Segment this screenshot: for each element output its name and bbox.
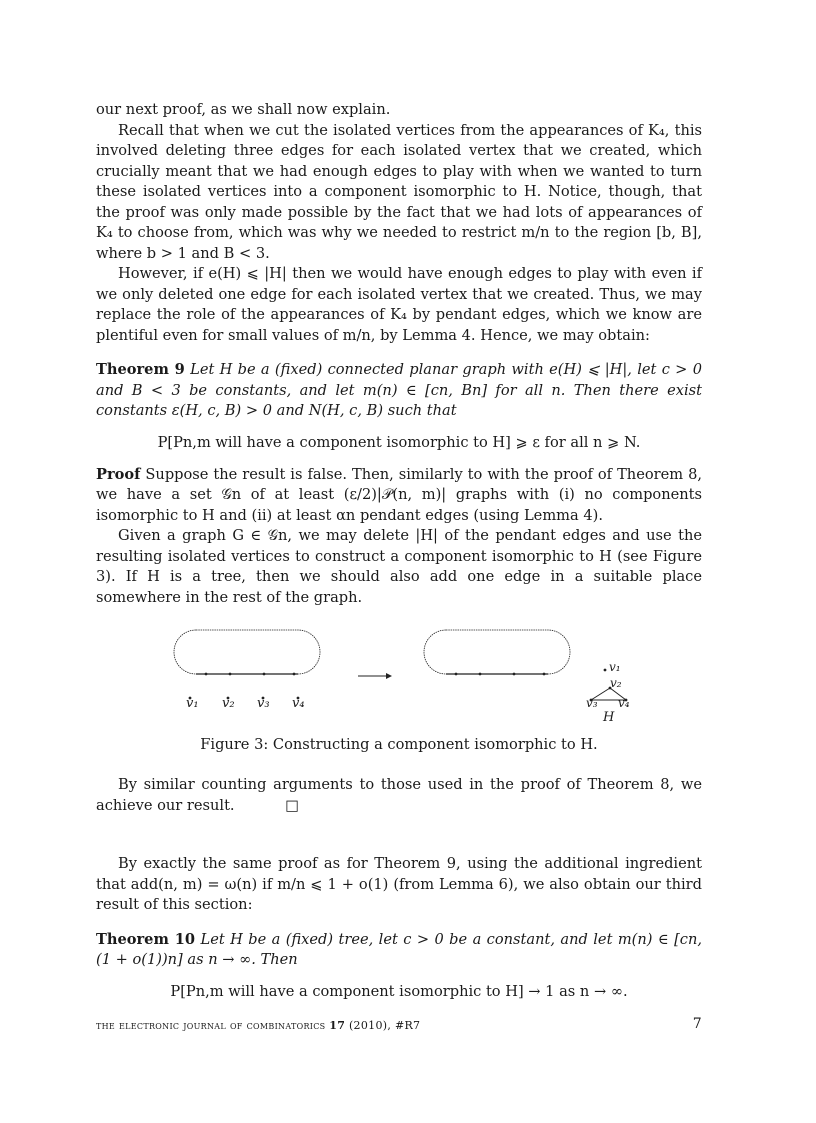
theorem-9 [96, 360, 702, 422]
figure-3 [96, 624, 702, 734]
qed-symbol: □ [285, 796, 300, 814]
journal-volume: 17 [329, 1019, 346, 1032]
paragraph: our next proof, as we shall now explain. [96, 101, 391, 118]
vertex [293, 673, 296, 676]
display-equation: P[Pn,m will have a component isomorphic to H] → 1 as n → ∞. [170, 982, 628, 1000]
paragraph-text: By similar counting arguments to those used in the proof of Theorem 8, we achieve our result. [96, 776, 702, 814]
paragraph: Given a graph G ∈ 𝒢n, we may delete |H| of the pendant edges and use the resulting isolated vertices to construct a component isomorphic to H (see Figure 3). If H is a tree, then we should also add one edge in a suitable place somewhere in the rest of the graph. [96, 527, 702, 606]
vertex [205, 673, 208, 676]
vertex [263, 673, 266, 676]
page-body [96, 100, 702, 1014]
vertex-label-left-1: v₁ [186, 696, 199, 711]
vertex [479, 673, 482, 676]
display-equation: P[Pn,m will have a component isomorphic to H] ⩾ ε for all n ⩾ N. [157, 433, 641, 451]
arrow-head [386, 673, 392, 679]
vertex-label-left-3: v₃ [257, 696, 270, 711]
vertex-label-left-2: v₂ [222, 696, 235, 711]
theorem-label: Theorem 10 [96, 930, 196, 948]
theorem-text: Let H be a (fixed) tree, let c > 0 be a constant, and let m(n) ∈ [cn, (1 + o(1))n] as n → ∞. Then [96, 930, 703, 968]
proof [96, 465, 702, 527]
theorem-text: Let H be a (fixed) connected planar graph with e(H) ⩽ |H|, let c > 0 and B < 3 be constants, and let m(n) ∈ [cn, Bn] for all n. Then there exist constants ε(H, c, B) > 0 and N(H, c, B) such that [96, 361, 703, 419]
proof-text: Suppose the result is false. Then, similarly to with the proof of Theorem 8, we have a set 𝒢n of at least (ε/2)|𝒫(n, m)| graphs with (i) no components isomorphic to H and (ii) at least αn pendant edges (using Lemma 4). [96, 465, 702, 524]
theorem-label: Theorem 9 [96, 361, 185, 378]
figure-caption: Figure 3: Constructing a component isomorphic to H. [200, 736, 598, 753]
graph-outline-right [424, 630, 570, 674]
journal-name: the electronic journal of combinatorics [96, 1018, 326, 1032]
page-number: 7 [692, 1016, 702, 1032]
graph-label-h: H [603, 710, 615, 725]
vertex-label-right-2: v₂ [610, 676, 622, 690]
page-footer [96, 1018, 702, 1032]
vertex-label-left-4: v₄ [292, 696, 305, 711]
vertex [455, 673, 458, 676]
paragraph: However, if e(H) ⩽ |H| then we would have enough edges to play with even if we only deleted one edge for each isolated vertex that we created. Thus, we may replace the role of the appearances of K₄ by pendant edges, which we know are plentiful even for small values of m/n, by Lemma 4. Hence, we may obtain: [96, 265, 702, 344]
h-vertex [604, 669, 607, 672]
paragraph: Recall that when we cut the isolated vertices from the appearances of K₄, this involved deleting three edges for each isolated vertex that we created, which crucially meant that we had enough edges to play with when we wanted to turn these isolated vertices into a component isomorphic to H. Notice, though, that the proof was only made possible by the fact that we had lots of appearances of K₄ to choose from, which was why we needed to restrict m/n to the region [b, B], where b > 1 and B < 3. [96, 121, 702, 262]
proof-label: Proof [96, 465, 141, 483]
vertex-label-right-3: v₃ [586, 696, 598, 710]
vertex [229, 673, 232, 676]
graph-outline-left [174, 630, 320, 674]
paragraph [96, 775, 702, 816]
vertex [543, 673, 546, 676]
vertex-label-right-4: v₄ [618, 696, 630, 710]
journal-issue: (2010), #R7 [348, 1019, 421, 1032]
vertex-label-right-1: v₁ [609, 660, 621, 674]
vertex [513, 673, 516, 676]
paragraph: By exactly the same proof as for Theorem 9, using the additional ingredient that add(n, m) = ω(n) if m/n ⩽ 1 + o(1) (from Lemma 6), we also obtain our third result of this section: [96, 855, 702, 913]
theorem-10 [96, 930, 702, 971]
